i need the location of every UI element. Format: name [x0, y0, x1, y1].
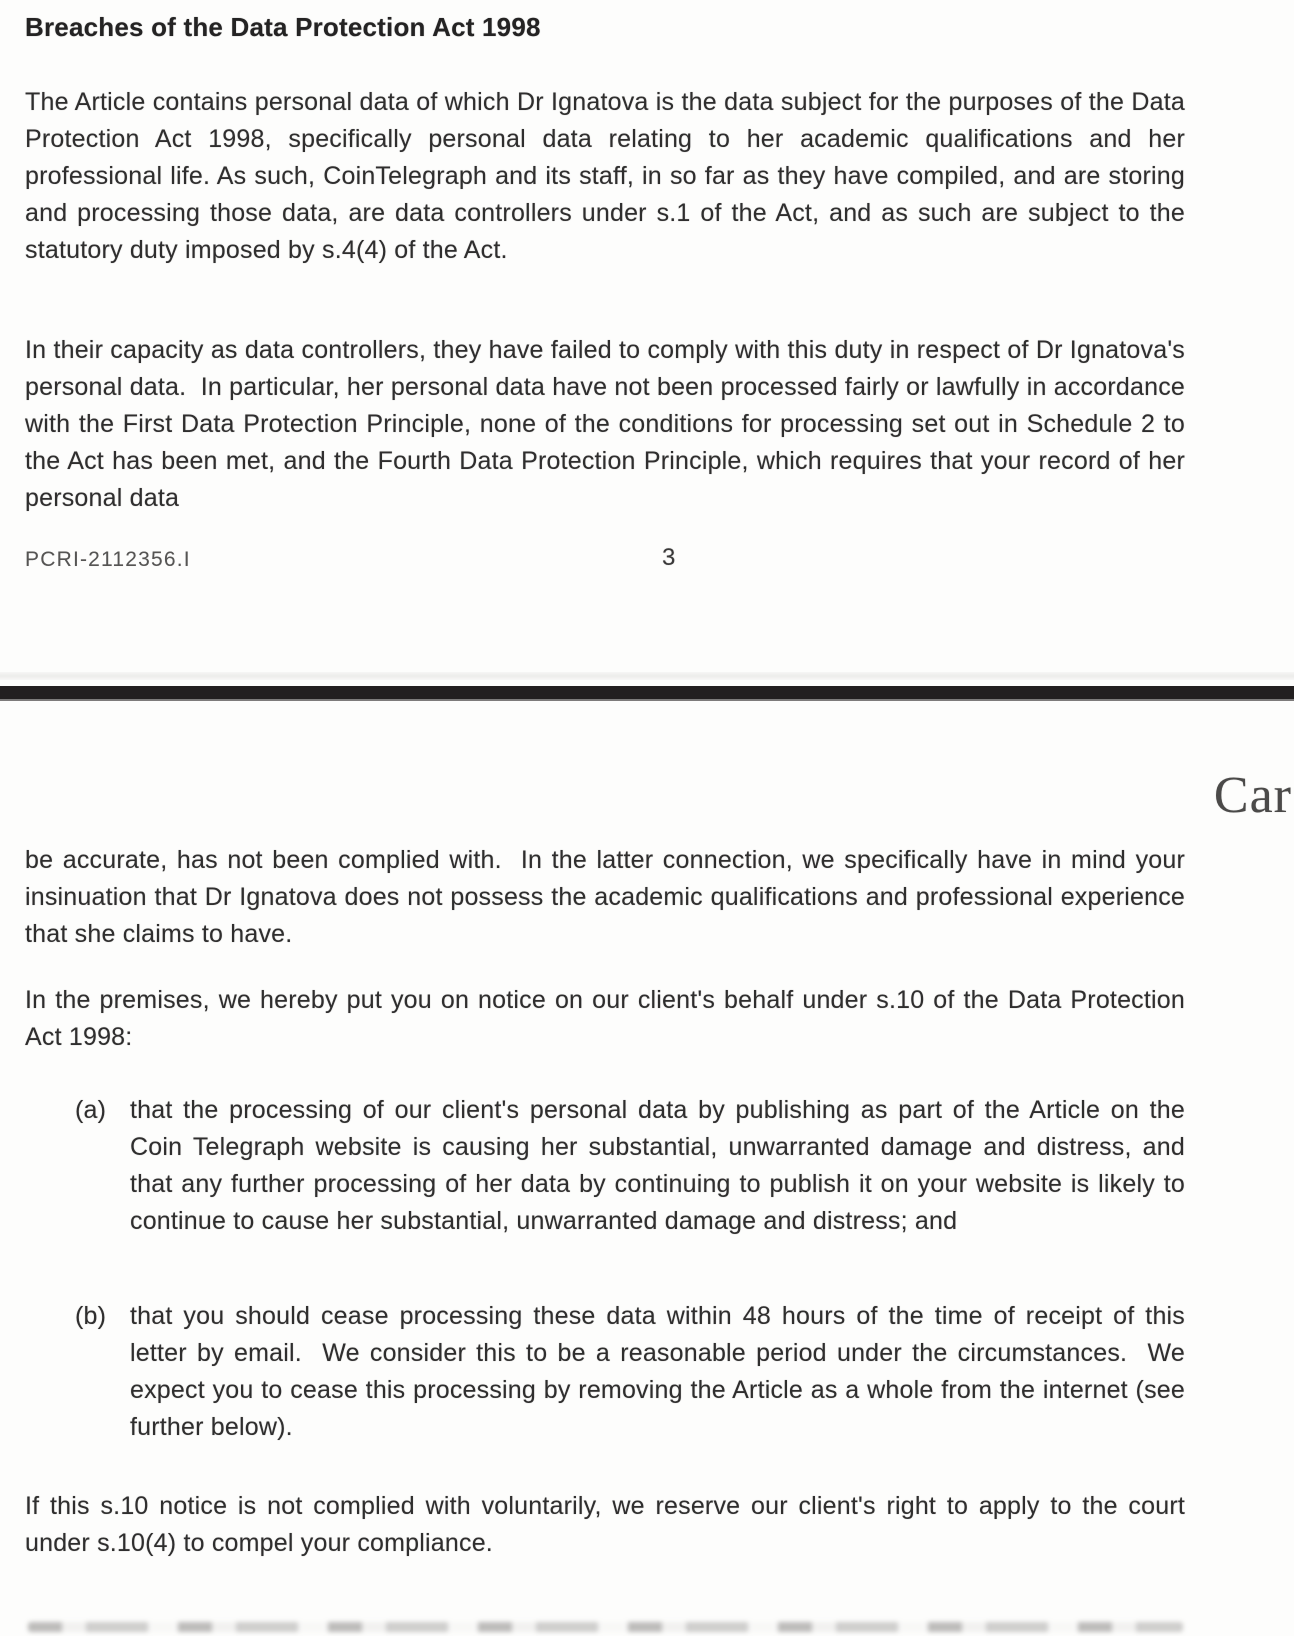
paragraph: If this s.10 notice is not complied with voluntarily, we reserve our client's right to apply to the court under s.10(4) to compel your compliance. — [25, 1492, 1193, 1557]
document-reference: PCRI-2112356.I — [25, 548, 191, 571]
section-heading: Breaches of the Data Protection Act 1998 — [25, 12, 541, 42]
list-item-label: (a) — [75, 1096, 107, 1124]
page-separator-bar — [0, 686, 1294, 701]
list-item-a — [75, 1092, 1193, 1240]
paragraph: In their capacity as data controllers, they have failed to comply with this duty in respect of Dr Ignatova's personal data. In particular, her personal data have not been processed fairly or lawfully in accordance with the First Data Protection Principle, none of the conditions for processing set out in Schedule 2 to the Act has been met, and the Fourth Data Protection Principle, which requires that your record of her personal data — [25, 336, 1193, 512]
paragraph: The Article contains personal data of which Dr Ignatova is the data subject for the purposes of the Data Protection Act 1998, specifically personal data relating to her academic qualifications and her professional life. As such, CoinTelegraph and its staff, in so far as they have compiled, and are storing and processing those data, are data controllers under s.1 of the Act, and as such are subject to the statutory duty imposed by s.4(4) of the Act. — [25, 88, 1193, 264]
list-item-text: that the processing of our client's personal data by publishing as part of the Article on the Coin Telegraph website is causing her substantial, unwarranted damage and distress, and that any further processing of her data by continuing to publish it on your website is likely to continue to cause her substantial, unwarranted damage and distress; and — [130, 1096, 1193, 1235]
list-item-b — [75, 1298, 1193, 1446]
paragraph: In the premises, we hereby put you on notice on our client's behalf under s.10 of the Data Protection Act 1998: — [25, 986, 1191, 1051]
page-number: 3 — [662, 544, 676, 571]
cropped-next-line-smudge — [28, 1622, 1183, 1632]
letterhead-logo-fragment: Car — [1213, 767, 1292, 824]
scan-artifact-line — [0, 672, 1294, 680]
list-item-label: (b) — [75, 1302, 107, 1330]
paragraph: be accurate, has not been complied with. In the latter connection, we specifically have in mind your insinuation that Dr Ignatova does not possess the academic qualifications and professional experience that she claims to have. — [25, 846, 1193, 948]
list-item-text: that you should cease processing these data within 48 hours of the time of receipt of this letter by email. We consider this to be a reasonable period under the circumstances. We expect you to cease this processing by removing the Article as a whole from the internet (see further below). — [130, 1302, 1193, 1441]
